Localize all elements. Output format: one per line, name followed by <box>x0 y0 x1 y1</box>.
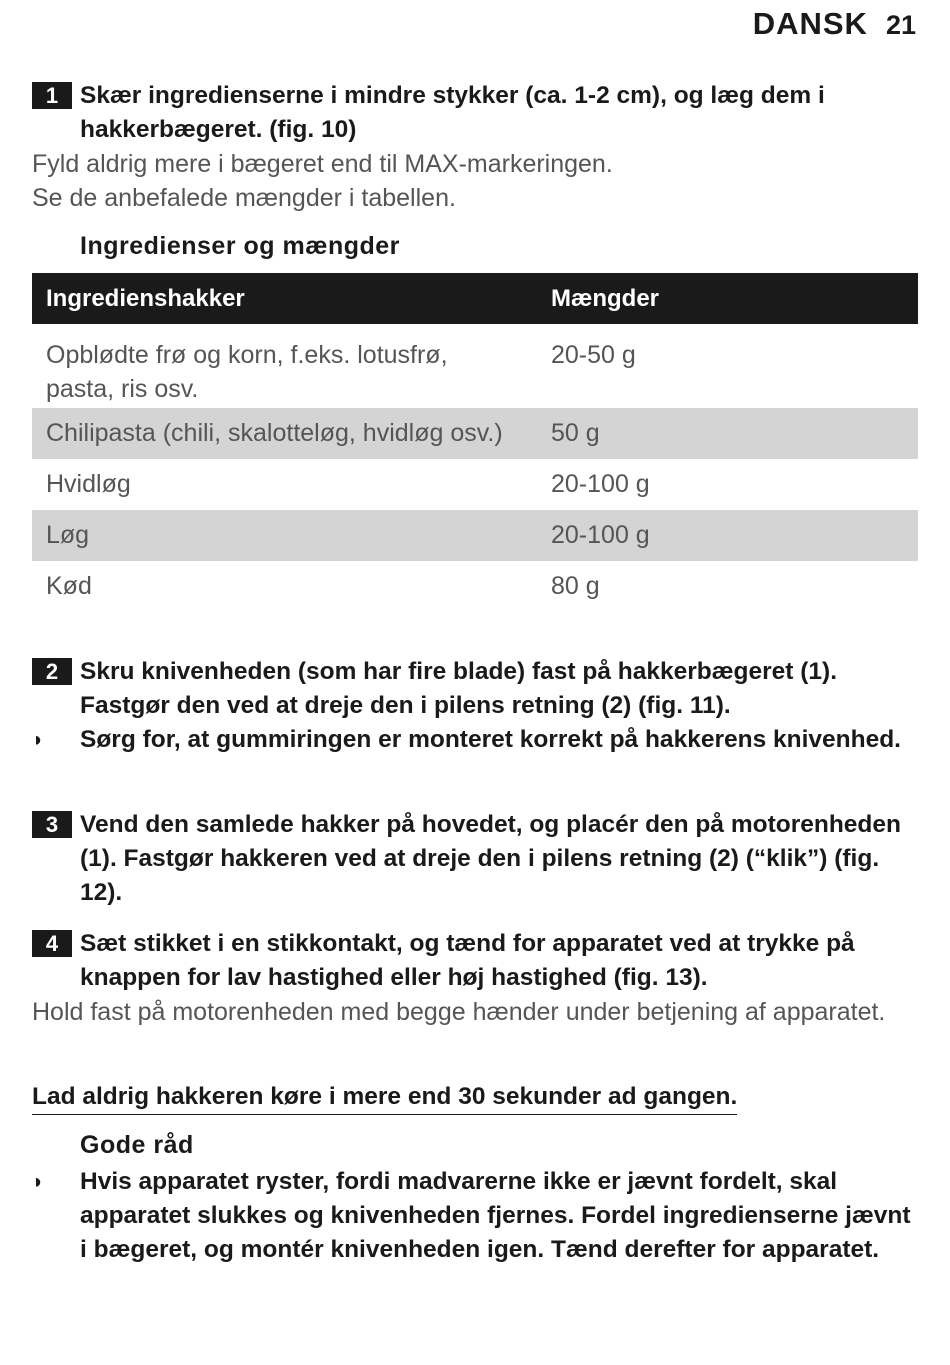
column-header-amount: Mængder <box>551 284 659 312</box>
step-text: Vend den samlede hakker på hovedet, og placér den på motorenheden (1). Fastgør hakkeren ved at dreje den i pilens retning (2) (“klik”) (fig. 12). <box>80 811 901 906</box>
table-title: Ingredienser og mængder <box>80 232 400 260</box>
amount-cell: 80 g <box>551 572 600 600</box>
ingredient-cell: Kød <box>46 572 92 600</box>
step-text: Sæt stikket i en stikkontakt, og tænd for apparatet ved at trykke på knappen for lav hastighed eller høj hastighed (fig. 13). <box>80 930 855 991</box>
bullet-item <box>32 1165 922 1267</box>
step-number-badge: 4 <box>32 930 72 957</box>
column-header-ingredient: Ingredienshakker <box>46 284 245 312</box>
tips-title: Gode råd <box>80 1131 194 1159</box>
step-number-badge: 1 <box>32 82 72 109</box>
note-line: Se de anbefalede mængder i tabellen. <box>32 184 456 212</box>
bullet-text: Hvis apparatet ryster, fordi madvarerne ikke er jævnt fordelt, skal apparatet slukkes og knivenheden fjernes. Fordel ingredienserne jævnt i bægeret, og montér knivenheden igen. Tænd derefter for apparatet. <box>80 1168 911 1263</box>
amount-cell: 20-100 g <box>551 470 650 498</box>
step-3 <box>32 808 922 910</box>
table-row <box>32 510 918 561</box>
step-4 <box>32 927 922 995</box>
step-number-badge: 2 <box>32 658 72 685</box>
step-2 <box>32 655 922 723</box>
ingredient-cell: Hvidløg <box>46 470 131 498</box>
table-row <box>32 408 918 459</box>
table-row <box>32 459 918 510</box>
step-text: Skær ingredienserne i mindre stykker (ca. 1-2 cm), og læg dem i hakkerbægeret. (fig. 10) <box>80 82 825 143</box>
step-text: Skru knivenheden (som har fire blade) fast på hakkerbægeret (1). Fastgør den ved at dreje den i pilens retning (2) (fig. 11). <box>80 658 837 719</box>
bullet-text: Sørg for, at gummiringen er monteret korrekt på hakkerens knivenhed. <box>80 726 901 753</box>
step-1 <box>32 79 922 147</box>
language-label: DANSK <box>752 6 868 41</box>
page-header <box>753 6 916 42</box>
amount-cell: 20-50 g <box>551 341 636 369</box>
table-header-row <box>32 273 918 324</box>
ingredients-table <box>32 273 918 612</box>
bullet-item <box>32 723 922 757</box>
table-row <box>32 324 918 408</box>
bullet-icon: ◗ <box>32 1171 45 1193</box>
page-number: 21 <box>885 10 916 40</box>
note-line: Fyld aldrig mere i bægeret end til MAX-markeringen. <box>32 150 613 178</box>
amount-cell: 50 g <box>551 419 600 447</box>
warning-text: Lad aldrig hakkeren køre i mere end 30 sekunder ad gangen. <box>32 1080 737 1115</box>
amount-cell: 20-100 g <box>551 521 650 549</box>
ingredient-cell: Løg <box>46 521 90 549</box>
table-row <box>32 561 918 612</box>
note-line: Hold fast på motorenheden med begge hænder under betjening af apparatet. <box>32 998 886 1026</box>
ingredient-cell: Opblødte frø og korn, f.eks. lotusfrø, pasta, ris osv. <box>46 341 448 403</box>
bullet-icon: ◗ <box>32 729 45 751</box>
step-number-badge: 3 <box>32 811 72 838</box>
ingredient-cell: Chilipasta (chili, skalotteløg, hvidløg osv.) <box>46 419 503 447</box>
